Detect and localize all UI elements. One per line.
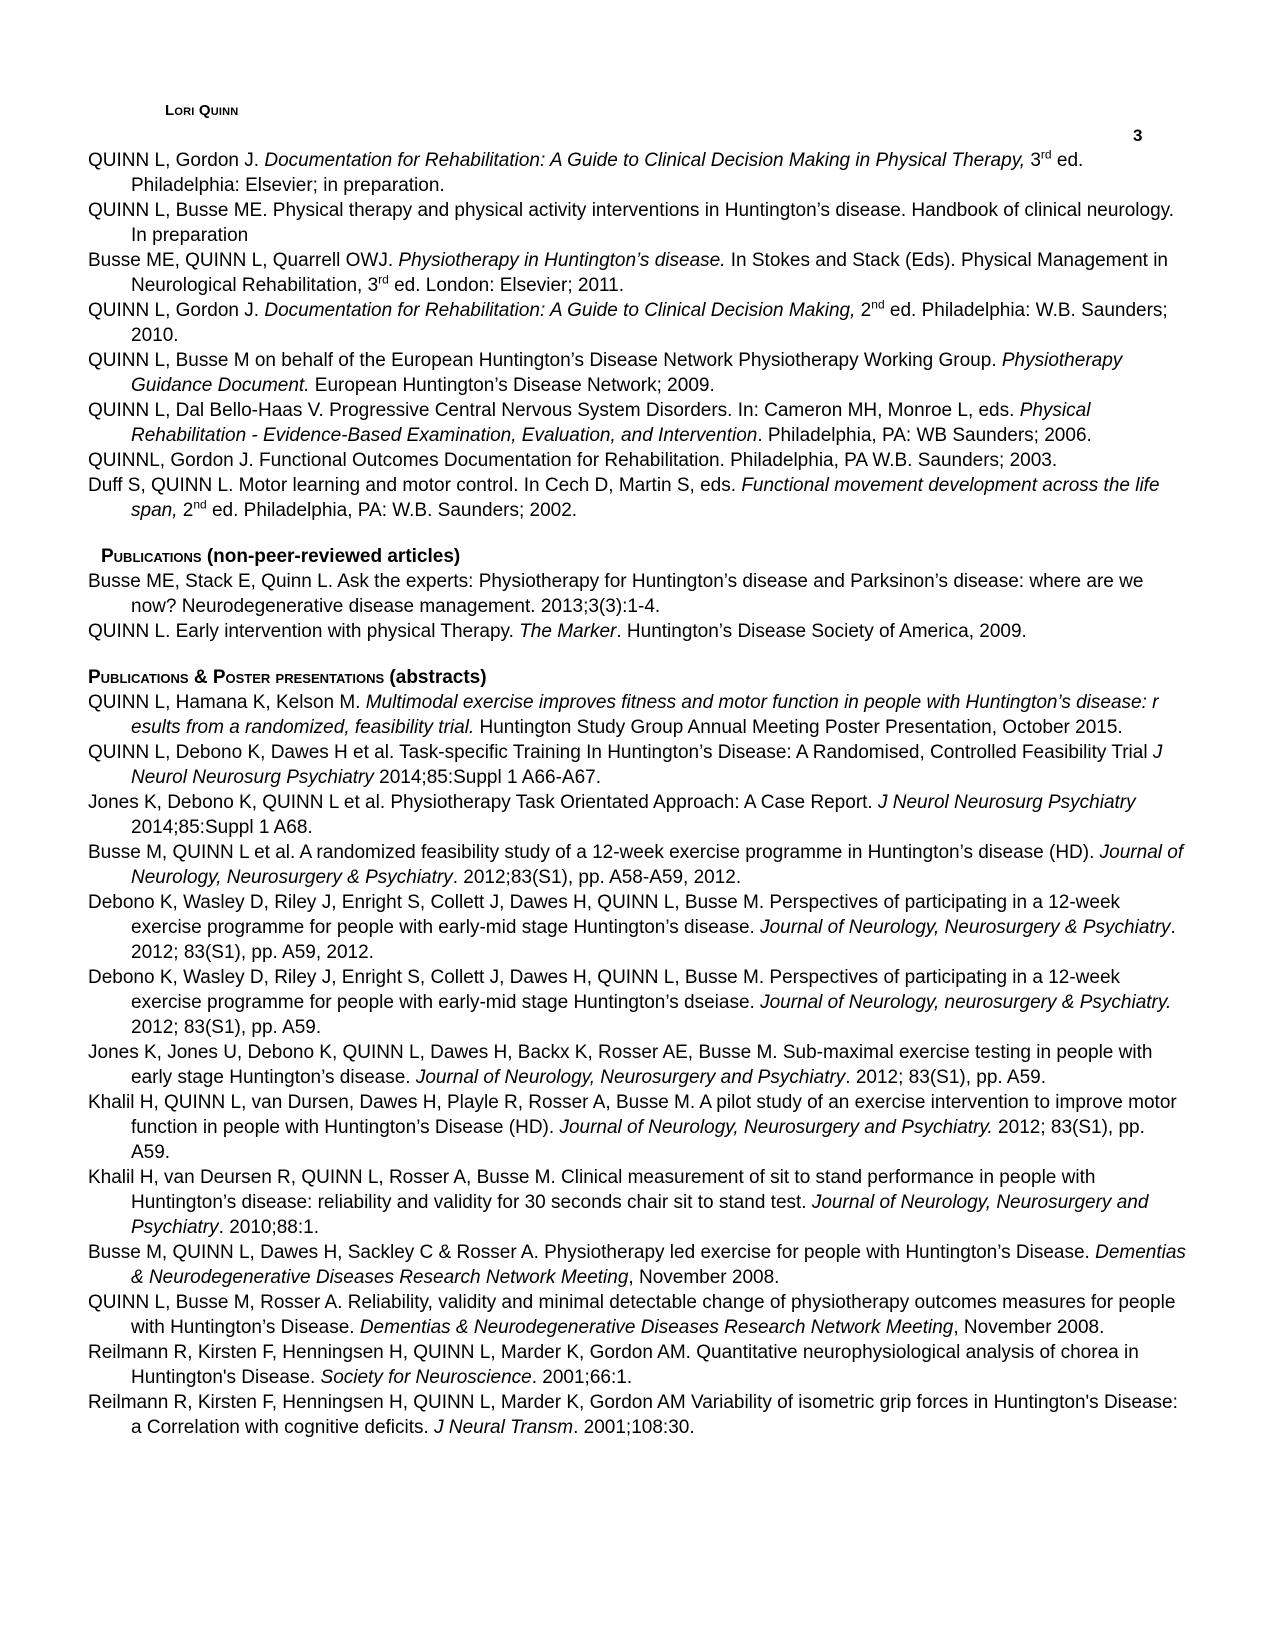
reference-text: . Philadelphia, PA: WB Saunders; 2006. (757, 425, 1092, 446)
reference-text: Reilmann R, Kirsten F, Henningsen H, QUINN L, Marder K, Gordon AM Variability of isometric grip forces in Huntington's Disease: a Correlation with cognitive deficits. (88, 1392, 1178, 1438)
ordinal-suffix: nd (193, 497, 207, 512)
reference-text: QUINN L, Busse ME. Physical therapy and physical activity interventions in Huntington’s disease. Handbook of clinical neurology. In preparation (88, 200, 1175, 246)
reference-entry (88, 619, 1188, 644)
running-header-author: Lori Quinn (165, 102, 239, 119)
reference-entry (88, 1340, 1188, 1390)
reference-text: . Huntington’s Disease Society of America, 2009. (616, 621, 1027, 642)
italic-title: Journal of Neurology, Neurosurgery and Psychiatry. (559, 1117, 993, 1138)
reference-text: European Huntington’s Disease Network; 2009. (309, 375, 715, 396)
ordinal-suffix: nd (871, 297, 885, 312)
reference-text: 2014;85:Suppl 1 A66-A67. (373, 767, 602, 788)
reference-text: Jones K, Debono K, QUINN L et al. Physiotherapy Task Orientated Approach: A Case Report. (88, 792, 878, 813)
reference-text: . 2001;108:30. (573, 1417, 695, 1438)
reference-text: QUINN L, Busse M on behalf of the European Huntington’s Disease Network Physiotherapy Working Group. (88, 350, 1002, 371)
reference-entry (88, 398, 1188, 448)
ordinal-suffix: rd (1040, 147, 1052, 162)
reference-text: . 2012;83(S1), pp. A58-A59, 2012. (452, 867, 742, 888)
reference-text: Debono K, Wasley D, Riley J, Enright S, Collett J, Dawes H, QUINN L, Busse M. Perspectives of participating in a 12-week exercise programme for people with early-mid stage Huntington’s dseiase. (88, 967, 1121, 1013)
reference-entry (88, 790, 1188, 840)
reference-text: QUINN L, Busse M, Rosser A. Reliability, validity and minimal detectable change of physiotherapy outcomes measures for people with Huntington’s Disease. (88, 1292, 1176, 1338)
reference-text: Debono K, Wasley D, Riley J, Enright S, Collett J, Dawes H, QUINN L, Busse M. Perspectives of participating in a 12-week exercise programme for people with early-mid stage Huntington’s disease. (88, 892, 1121, 938)
reference-text: 2 (855, 300, 872, 321)
italic-title: Dementias & Neurodegenerative Diseases Research Network Meeting (359, 1317, 954, 1338)
reference-entry (88, 148, 1188, 198)
reference-text: . 2010;88:1. (218, 1217, 320, 1238)
reference-entry (88, 298, 1188, 348)
reference-entry (88, 740, 1188, 790)
reference-entry (88, 1090, 1188, 1165)
reference-text: 2014;85:Suppl 1 A68. (131, 817, 313, 838)
italic-title: Society for Neuroscience (320, 1367, 532, 1388)
page-number: 3 (1133, 126, 1143, 145)
reference-entry (88, 1240, 1188, 1290)
reference-text: 2012; 83(S1), pp. A59. (131, 1117, 1145, 1163)
reference-entry (88, 890, 1188, 965)
reference-text: QUINN L. Early intervention with physical Therapy. (88, 621, 520, 642)
italic-title: Physical Rehabilitation - Evidence-Based Examination, Evaluation, and Intervention (131, 400, 1091, 446)
italic-title: Journal of Neurology, Neurosurgery and Psychiatry (415, 1067, 846, 1088)
reference-text: 2012; 83(S1), pp. A59. (131, 1017, 322, 1038)
reference-text: , November 2008. (628, 1267, 780, 1288)
section-heading (88, 665, 1188, 690)
reference-text: QUINN L, Gordon J. (88, 300, 265, 321)
section-heading-qualifier: (non-peer-reviewed articles) (201, 546, 461, 567)
reference-text: QUINN L, Dal Bello-Haas V. Progressive Central Nervous System Disorders. In: Cameron MH, Monroe L, eds. (88, 400, 1020, 421)
reference-entry (88, 1040, 1188, 1090)
reference-text: . 2012; 83(S1), pp. A59. (845, 1067, 1046, 1088)
italic-title: Journal of Neurology, Neurosurgery & Psychiatry (131, 842, 1184, 888)
reference-entry (88, 1165, 1188, 1240)
italic-title: J Neurol Neurosurg Psychiatry (131, 742, 1163, 788)
reference-entry (88, 1290, 1188, 1340)
reference-text: . 2012; 83(S1), pp. A59, 2012. (131, 917, 1176, 963)
reference-text: QUINN L, Hamana K, Kelson M. (88, 692, 366, 713)
reference-entry (88, 448, 1188, 473)
italic-title: Multimodal exercise improves fitness and motor function in people with Huntington’s disease: r esults from a randomized, feasibility trial. (131, 692, 1159, 738)
reference-text: ed. Philadelphia, PA: W.B. Saunders; 2002. (206, 500, 578, 521)
reference-text: Busse ME, QUINN L, Quarrell OWJ. (88, 250, 399, 271)
italic-title: Journal of Neurology, neurosurgery & Psychiatry. (760, 992, 1172, 1013)
reference-entry (88, 1390, 1188, 1440)
reference-entry (88, 248, 1188, 298)
reference-entry (88, 348, 1188, 398)
reference-text: 3 (1025, 150, 1041, 171)
reference-entry (88, 965, 1188, 1040)
reference-entry (88, 198, 1188, 248)
reference-text: Huntington Study Group Annual Meeting Poster Presentation, October 2015. (474, 717, 1123, 738)
italic-title: The Marker (519, 621, 617, 642)
reference-entry (88, 473, 1188, 523)
italic-title: Documentation for Rehabilitation: A Guide to Clinical Decision Making in Physical Therapy, (264, 150, 1026, 171)
reference-text: Jones K, Jones U, Debono K, QUINN L, Dawes H, Backx K, Rosser AE, Busse M. Sub-maximal exercise testing in people with early stage Huntington’s disease. (88, 1042, 1153, 1088)
reference-text: ed. Philadelphia: Elsevier; in preparation. (131, 150, 1084, 196)
ordinal-suffix: rd (378, 272, 389, 287)
section-heading-qualifier: (abstracts) (384, 667, 487, 688)
reference-text: . 2001;66:1. (531, 1367, 633, 1388)
section-heading-smallcaps: Publications (101, 546, 202, 567)
reference-text: Busse ME, Stack E, Quinn L. Ask the experts: Physiotherapy for Huntington’s disease and Parksinon’s disease: where are we now? Neurodegenerative disease management. 2013;3(3):1-4. (88, 571, 1144, 617)
reference-text: ed. Philadelphia: W.B. Saunders; 2010. (131, 300, 1168, 346)
italic-title: J Neural Transm (434, 1417, 574, 1438)
italic-title: Physiotherapy in Huntington’s disease. (398, 250, 726, 271)
section-heading (88, 544, 1188, 569)
reference-text: QUINN L, Debono K, Dawes H et al. Task-specific Training In Huntington’s Disease: A Randomised, Controlled Feasibility Trial (88, 742, 1153, 763)
italic-title: J Neurol Neurosurg Psychiatry (877, 792, 1136, 813)
reference-text: Busse M, QUINN L, Dawes H, Sackley C & Rosser A. Physiotherapy led exercise for people with Huntington’s Disease. (88, 1242, 1096, 1263)
reference-text: Khalil H, QUINN L, van Dursen, Dawes H, Playle R, Rosser A, Busse M. A pilot study of an exercise intervention to improve motor function in people with Huntington’s Disease (HD). (88, 1092, 1177, 1138)
reference-text: 2 (177, 500, 194, 521)
reference-text: Duff S, QUINN L. Motor learning and motor control. In Cech D, Martin S, eds. (88, 475, 742, 496)
reference-text: ed. London: Elsevier; 2011. (388, 275, 625, 296)
reference-text: Busse M, QUINN L et al. A randomized feasibility study of a 12-week exercise programme in Huntington’s disease (HD). (88, 842, 1100, 863)
section-heading-smallcaps: Publications & Poster presentations (88, 667, 385, 688)
reference-entry (88, 569, 1188, 619)
italic-title: Dementias & Neurodegenerative Diseases Research Network Meeting (131, 1242, 1186, 1288)
reference-entry (88, 840, 1188, 890)
reference-text: Khalil H, van Deursen R, QUINN L, Rosser A, Busse M. Clinical measurement of sit to stand performance in people with Huntington’s disease: reliability and validity for 30 seconds chair sit to stand test. (88, 1167, 1096, 1213)
reference-text: QUINN L, Gordon J. (88, 150, 265, 171)
reference-entry (88, 690, 1188, 740)
italic-title: Journal of Neurology, Neurosurgery & Psychiatry (760, 917, 1171, 938)
italic-title: Physiotherapy Guidance Document. (131, 350, 1123, 396)
italic-title: Journal of Neurology, Neurosurgery and Psychiatry (131, 1192, 1149, 1238)
reference-text: Reilmann R, Kirsten F, Henningsen H, QUINN L, Marder K, Gordon AM. Quantitative neurophysiological analysis of chorea in Huntington's Disease. (88, 1342, 1139, 1388)
reference-text: QUINNL, Gordon J. Functional Outcomes Documentation for Rehabilitation. Philadelphia, PA W.B. Saunders; 2003. (88, 450, 1058, 471)
italic-title: Functional movement development across the life span, (131, 475, 1160, 521)
cv-publications-body (88, 148, 1188, 1440)
reference-text: , November 2008. (953, 1317, 1105, 1338)
reference-text: In Stokes and Stack (Eds). Physical Management in Neurological Rehabilitation, 3 (131, 250, 1168, 296)
italic-title: Documentation for Rehabilitation: A Guide to Clinical Decision Making, (264, 300, 856, 321)
